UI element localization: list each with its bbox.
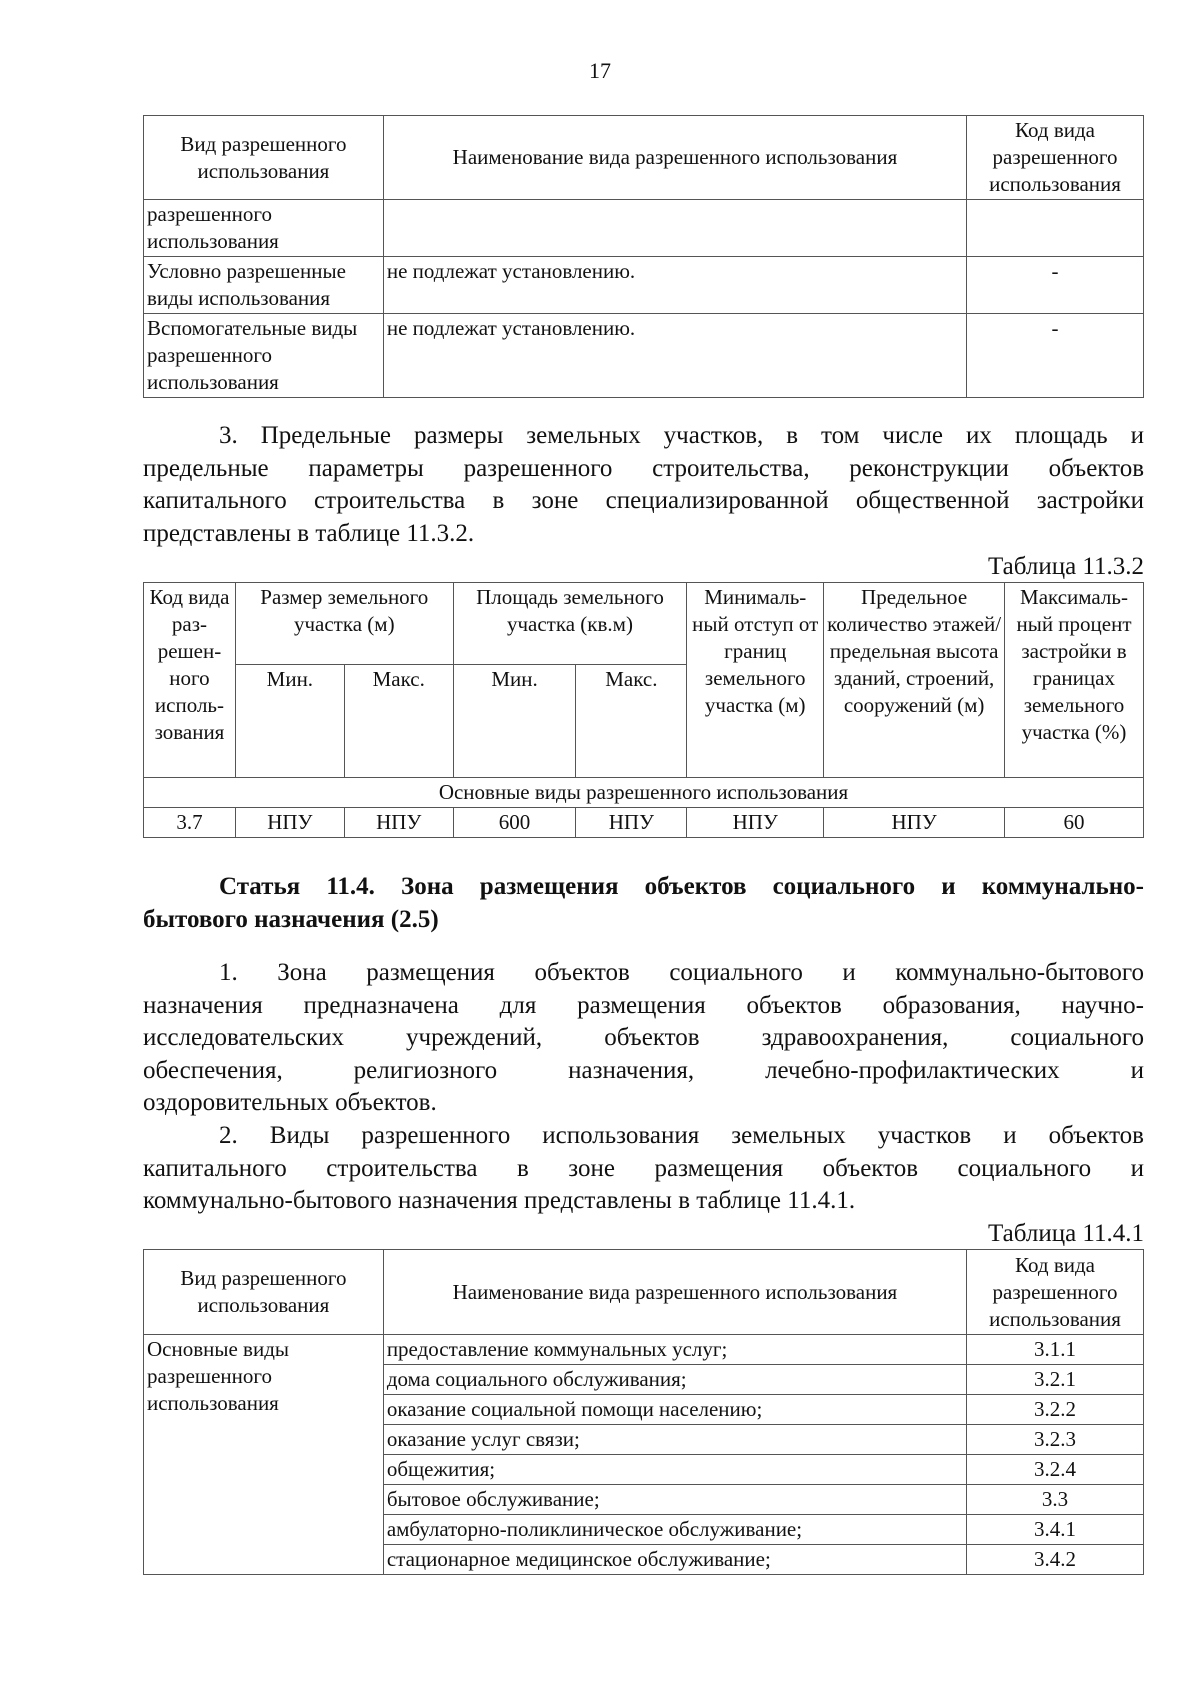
header-size-min: Мин. [235, 665, 344, 778]
table-row-code: - [967, 314, 1144, 398]
paragraph-line: предельные параметры разрешенного строительства, реконструкции объектов [143, 454, 1144, 482]
header-use-name: Наименование вида разрешенного использования [383, 1250, 966, 1335]
group-cell: Основные виды разрешенного использования [144, 1335, 384, 1575]
paragraph-line: назначения предназначена для размещения объектов образования, научно- [143, 991, 1144, 1019]
header-use-code: Код вида разрешенного использования [967, 1250, 1144, 1335]
table-row-code: 3.2.2 [967, 1395, 1144, 1425]
paragraph-line: коммунально-бытового назначения представлены в таблице 11.4.1. [143, 1187, 856, 1214]
header-use-name: Наименование вида разрешенного использования [383, 116, 966, 200]
header-size-max: Макс. [344, 665, 453, 778]
header-setback: Минималь-ный отступ от границ земельного участка (м) [687, 583, 824, 778]
table-row-name: оказание социальной помощи населению; [383, 1395, 966, 1425]
table-row-name: бытовое обслуживание; [383, 1485, 966, 1515]
paragraph-line: представлены в таблице 11.3.2. [143, 519, 475, 547]
table-row-type: Вспомогательные виды разрешенного использования [144, 314, 384, 398]
cell-size-min: НПУ [235, 808, 344, 838]
permitted-use-table-continued [143, 115, 1144, 398]
table-row-code: 3.4.1 [967, 1515, 1144, 1545]
paragraph-2 [143, 1120, 1144, 1218]
header-use-type: Вид разрешенного использования [144, 116, 384, 200]
table-row-code: 3.2.1 [967, 1365, 1144, 1395]
table-row-name: стационарное медицинское обслуживание; [383, 1545, 966, 1575]
header-coverage: Максималь-ный процент застройки в границах земельного участка (%) [1005, 583, 1144, 778]
header-code: Код вида раз-решен-ного исполь-зования [144, 583, 236, 778]
cell-area-max: НПУ [576, 808, 687, 838]
cell-coverage: 60 [1005, 808, 1144, 838]
table-row-code: 3.2.3 [967, 1425, 1144, 1455]
table-row-name: не подлежат установлению. [383, 314, 966, 398]
header-plot-size: Размер земельного участка (м) [235, 583, 453, 665]
paragraph-1 [143, 957, 1144, 1120]
paragraph-line: исследовательских учреждений, объектов здравоохранения, социального [143, 1024, 1144, 1051]
cell-floors: НПУ [824, 808, 1005, 838]
paragraph-3 [143, 420, 1144, 550]
table-row-type: Условно разрешенные виды использования [144, 257, 384, 314]
header-area-min: Мин. [453, 665, 576, 778]
paragraph-line: 2. Виды разрешенного использования земельных участков и объектов [219, 1122, 1144, 1149]
table-row-type: разрешенного использования [144, 200, 384, 257]
table-row-name: оказание услуг связи; [383, 1425, 966, 1455]
table-row-name: амбулаторно-поликлиническое обслуживание; [383, 1515, 966, 1545]
cell-code: 3.7 [144, 808, 236, 838]
section-row: Основные виды разрешенного использования [144, 778, 1144, 808]
plot-parameters-table [143, 582, 1144, 838]
table-row-code: 3.1.1 [967, 1335, 1144, 1365]
header-use-code: Код вида разрешенного использования [967, 116, 1144, 200]
cell-size-max: НПУ [344, 808, 453, 838]
table-caption-11-4-1: Таблица 11.4.1 [988, 1220, 1144, 1247]
header-area-max: Макс. [576, 665, 687, 778]
table-row-code: - [967, 257, 1144, 314]
page-number: 17 [589, 58, 611, 83]
table-row-name: дома социального обслуживания; [383, 1365, 966, 1395]
table-caption-11-3-2: Таблица 11.3.2 [988, 553, 1144, 580]
table-row-name: общежития; [383, 1455, 966, 1485]
paragraph-line: обеспечения, религиозного назначения, лечебно-профилактических и [143, 1056, 1144, 1084]
heading-line: Статья 11.4. Зона размещения объектов социального и коммунально- [219, 873, 1144, 900]
table-row-code [967, 200, 1144, 257]
table-row-name [383, 200, 966, 257]
header-use-type: Вид разрешенного использования [144, 1250, 384, 1335]
header-plot-area: Площадь земельного участка (кв.м) [453, 583, 687, 665]
table-row-name: не подлежат установлению. [383, 257, 966, 314]
heading-line: бытового назначения (2.5) [143, 906, 439, 933]
paragraph-line: капитального строительства в зоне специализированной общественной застройки [143, 487, 1144, 514]
social-zone-use-table [143, 1249, 1144, 1575]
paragraph-line: 3. Предельные размеры земельных участков, в том числе их площадь и [219, 422, 1144, 449]
table-row-code: 3.3 [967, 1485, 1144, 1515]
header-floors: Предельное количество этажей/ предельная высота зданий, строений, сооружений (м) [824, 583, 1005, 778]
table-row-name: предоставление коммунальных услуг; [383, 1335, 966, 1365]
paragraph-line: капитального строительства в зоне размещения объектов социального и [143, 1154, 1144, 1182]
article-heading [143, 870, 1144, 936]
cell-setback: НПУ [687, 808, 824, 838]
cell-area-min: 600 [453, 808, 576, 838]
paragraph-line: оздоровительных объектов. [143, 1089, 437, 1116]
paragraph-line: 1. Зона размещения объектов социального и коммунально-бытового [219, 959, 1144, 986]
table-row-code: 3.4.2 [967, 1545, 1144, 1575]
table-row-code: 3.2.4 [967, 1455, 1144, 1485]
